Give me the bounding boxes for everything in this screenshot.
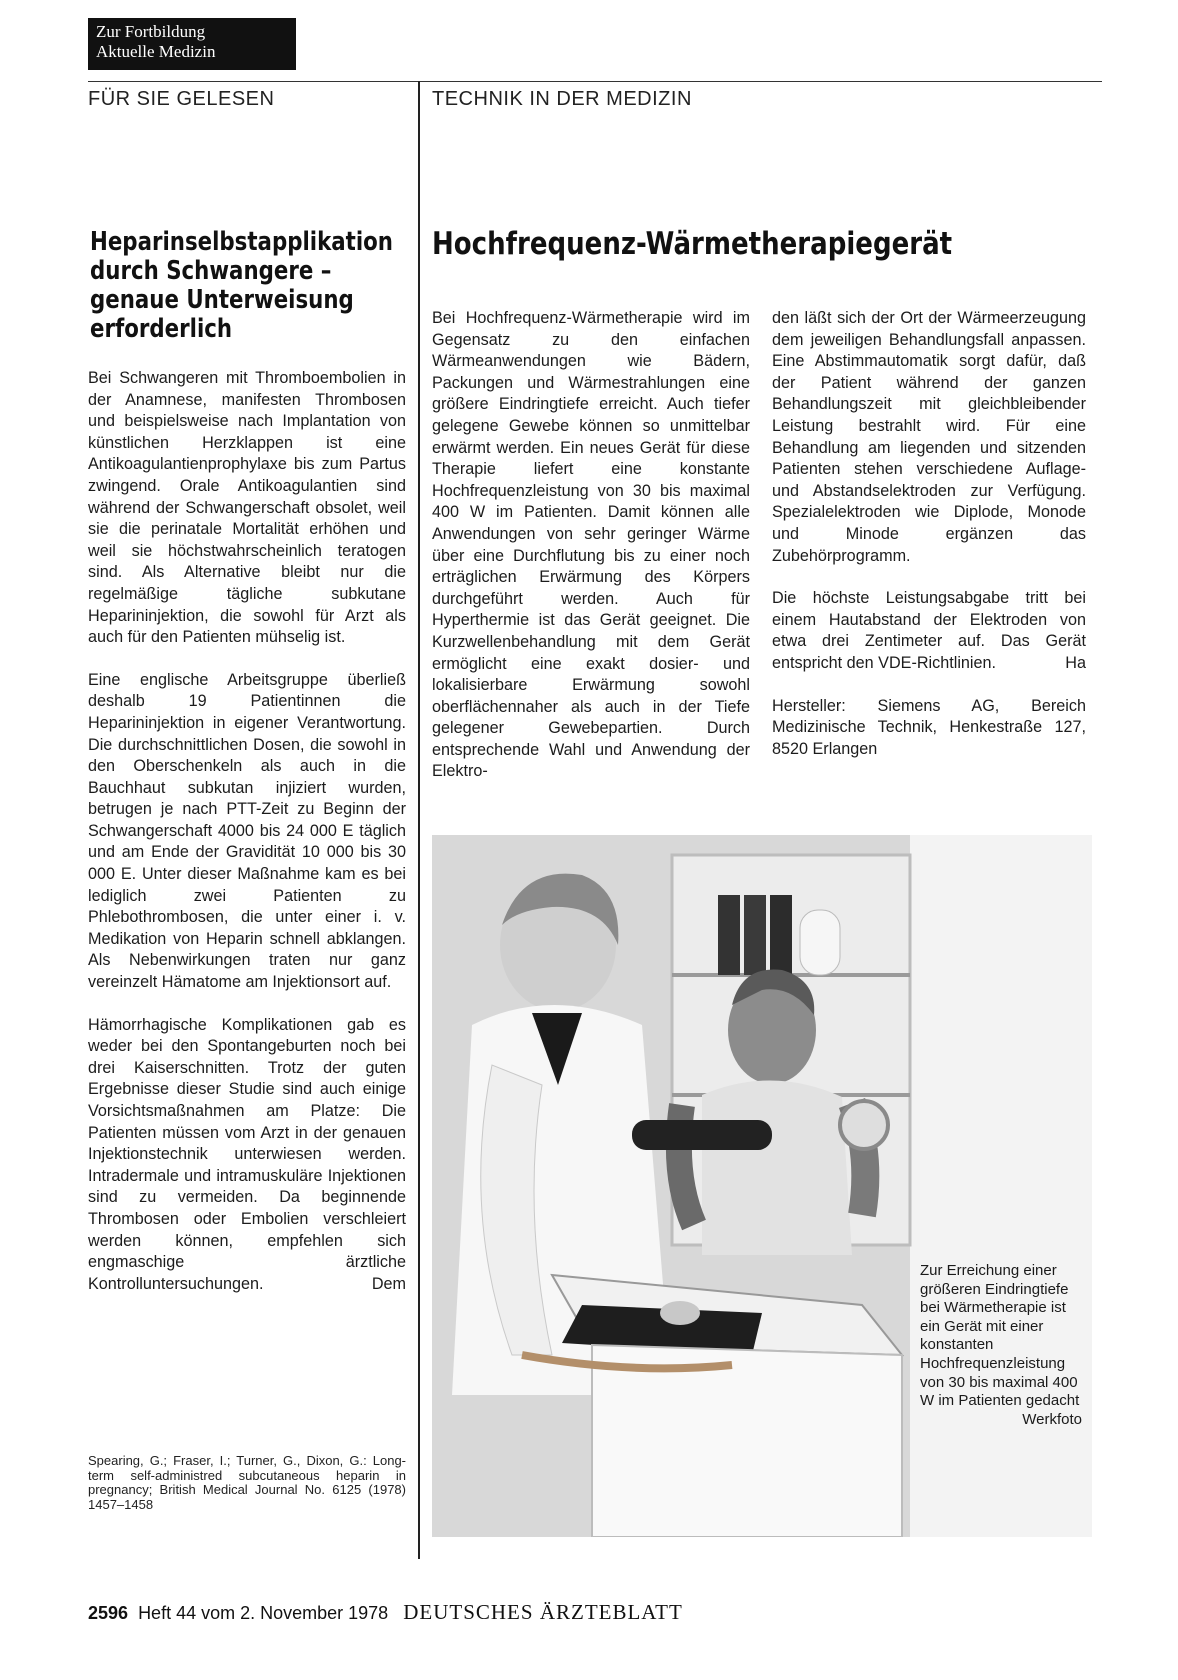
left-reference: Spearing, G.; Fraser, I.; Turner, G., Dixon, G.: Long-term self-administred subcutaneous heparin in pregnancy; British Medical Journal No. 6125 (1978) 1457–1458	[88, 1453, 406, 1512]
photo-illustration	[432, 835, 1092, 1537]
photo-credit: Werkfoto	[1022, 1410, 1082, 1428]
right-col2-paragraph-2	[772, 588, 1086, 674]
badge-line-2: Aktuelle Medizin	[96, 42, 216, 61]
issue-info: Heft 44 vom 2. November 1978	[138, 1603, 389, 1623]
article-photo	[432, 835, 1092, 1537]
caption-text: Zur Erreichung einer größeren Eindringtiefe bei Wärmetherapie ist ein Gerät mit einer konstanten Hochfrequenzleistung von 30 bis maximal 400 W im Patienten gedacht	[920, 1262, 1080, 1410]
left-article-body	[88, 368, 406, 1316]
page-footer	[88, 1600, 683, 1625]
section-label-left: FÜR SIE GELESEN	[88, 88, 275, 110]
left-signature: Dem	[371, 1274, 406, 1293]
right-signature: Ha	[1065, 653, 1086, 672]
right-col1-text: Bei Hochfrequenz-Wärmetherapie wird im Gegensatz zu den einfachen Wärmeanwendungen wie Bädern, Packungen und Wärmestrahlungen eine größere Eindringtiefe erreicht. Auch tiefer gelegene Gewebe können so unmittelbar erwärmt werden. Ein neues Gerät für diese Therapie liefert eine konstante Hochfrequenzleistung von 30 bis maximal 400 W im Patienten. Damit können alle Anwendungen von sehr geringer Wärme über eine Durchflutung bis zu einer noch erträglichen Erwärmung des Körpers durchgeführt werden. Auch für Hyperthermie ist das Gerät geeignet. Die Kurzwellenbehandlung mit dem Gerät ermöglicht eine exakt dosier- und lokalisierbare Erwärmung sowohl oberflächennaher als auch in der Tiefe gelegener Gewebepartien. Durch entsprechende Wahl und Anwendung der Elektro-	[432, 309, 750, 781]
page-number: 2596	[88, 1603, 129, 1623]
top-rule-right	[420, 81, 1102, 82]
left-paragraph-2: Eine englische Arbeitsgruppe überließ deshalb 19 Patientinnen die Heparininjektion in eigener Verantwortung. Die durchschnittlichen Dosen, die sowohl in den Oberschenkeln als auch in die Bauchhaut subkutan injiziert wurden, betrugen je nach PTT-Zeit zu Beginn der Schwangerschaft 4000 bis 24 000 E täglich und am Ende der Gravidität 10 000 bis 30 000 E. Unter dieser Maßnahme kam es bei lediglich zwei Patienten zu Phlebothrombosen, die unter einer i. v. Medikation von Heparin schnell abklangen. Als Nebenwirkungen traten nur ganz vereinzelt Hämatome am Injektionsort auf.	[88, 670, 406, 992]
left-paragraph-1: Bei Schwangeren mit Thromboembolien in der Anamnese, manifesten Thrombosen und beispielsweise nach Implantation von künstlichen Herzklappen ist eine Antikoagulantienprophylaxe bis zum Partus zwingend. Orale Antikoagulantien sind während der Schwangerschaft obsolet, weil sie die perinatale Mortalität erhöhen und weil sie höchstwahrscheinlich teratogen sind. Als Alternative bleibt nur die regelmäßige tägliche subkutane Heparininjektion, die sowohl für Arzt als auch für den Patienten mühselig ist.	[88, 369, 406, 647]
left-paragraph-3	[88, 1015, 406, 1296]
right-article-headline: Hochfrequenz-Wärmetherapiegerät	[432, 226, 953, 262]
top-rule-left	[88, 81, 420, 82]
journal-name: DEUTSCHES ÄRZTEBLATT	[403, 1600, 683, 1624]
right-col2-paragraph-1: den läßt sich der Ort der Wärmeerzeugung dem jeweiligen Behandlungsfall anpassen. Eine Abstimmautomatik sorgt dafür, daß der Patient während der ganzen Behandlungszeit mit gleichbleibender Leistung bestrahlt wird. Für eine Behandlung am liegenden und sitzenden Patienten stehen verschiedene Auflage- und Abstandselektroden zur Verfügung. Spezialelektroden wie Diplode, Monode und Minode ergänzen das Zubehörprogramm.	[772, 309, 1086, 565]
left-paragraph-3-text: Hämorrhagische Komplikationen gab es weder bei den Spontangeburten noch bei drei Kaiserschnitten. Trotz der guten Ergebnisse dieser Studie sind auch einige Vorsichtsmaßnahmen am Platze: Die Patienten müssen vom Arzt in der genauen Injektionstechnik unterwiesen werden. Intradermale und intramuskuläre Injektionen sind zu vermeiden. Da beginnende Thrombosen oder Embolien verschleiert werden können, empfehlen sich engmaschige ärztliche Kontrolluntersuchungen.	[88, 1015, 406, 1293]
section-badge	[88, 18, 296, 70]
right-col2-paragraph-2-text: Die höchste Leistungsabgabe tritt bei einem Hautabstand der Elektroden von etwa drei Zentimeter auf. Das Gerät entspricht den VDE-Richtlinien.	[772, 589, 1086, 672]
left-article-headline: Heparinselbstapplikation durch Schwangere – genaue Unterweisung erforderlich	[90, 227, 393, 344]
column-divider	[418, 81, 420, 1559]
right-article-column-2	[772, 308, 1086, 781]
photo-caption	[920, 1262, 1082, 1429]
section-label-right: TECHNIK IN DER MEDIZIN	[432, 88, 692, 110]
manufacturer-info: Hersteller: Siemens AG, Bereich Medizinische Technik, Henkestraße 127, 8520 Erlangen	[772, 696, 1086, 758]
right-article-column-1	[432, 308, 750, 804]
badge-line-1: Zur Fortbildung	[96, 22, 206, 41]
